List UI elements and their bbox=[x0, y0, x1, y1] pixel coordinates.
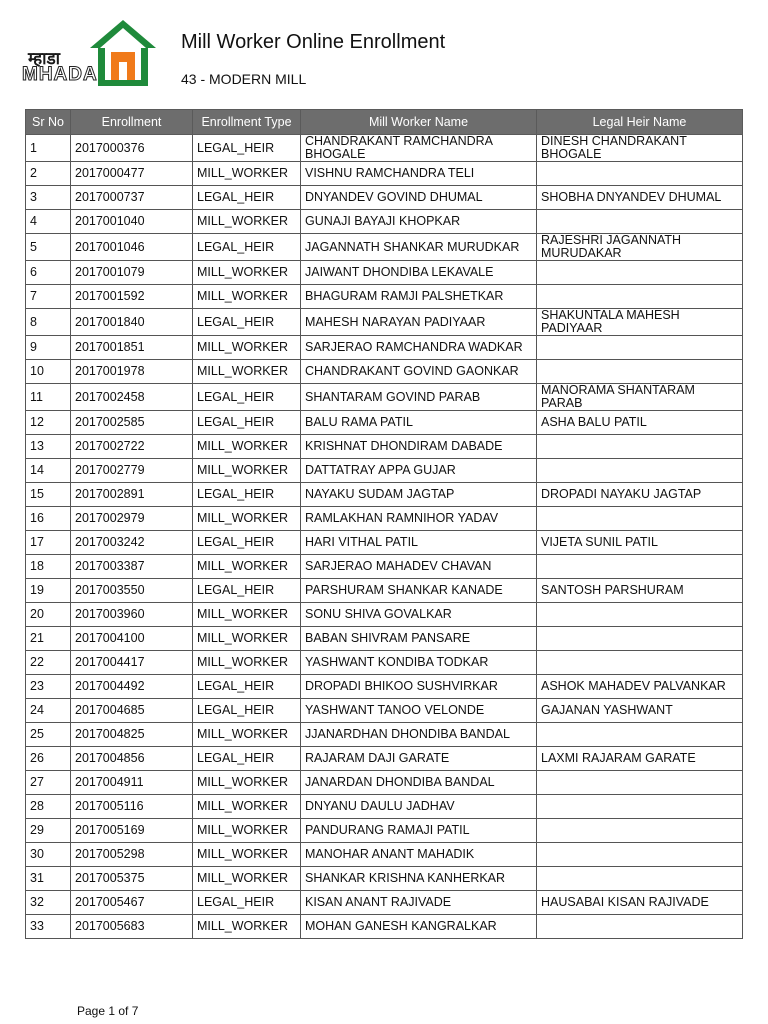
cell-sr-no: 21 bbox=[26, 627, 71, 651]
cell-sr-no: 11 bbox=[26, 384, 71, 411]
cell-enrollment-type: MILL_WORKER bbox=[193, 336, 301, 360]
cell-enrollment-type: MILL_WORKER bbox=[193, 915, 301, 939]
cell-legal-heir-name: DINESH CHANDRAKANT BHOGALE bbox=[537, 135, 743, 162]
cell-mill-worker-name: BHAGURAM RAMJI PALSHETKAR bbox=[301, 285, 537, 309]
cell-enrollment-type: LEGAL_HEIR bbox=[193, 891, 301, 915]
cell-enrollment: 2017005298 bbox=[71, 843, 193, 867]
cell-sr-no: 9 bbox=[26, 336, 71, 360]
mill-subtitle: 43 - MODERN MILL bbox=[181, 71, 307, 87]
cell-enrollment: 2017004492 bbox=[71, 675, 193, 699]
cell-enrollment-type: LEGAL_HEIR bbox=[193, 747, 301, 771]
header-legal-heir-name: Legal Heir Name bbox=[537, 110, 743, 135]
cell-enrollment-type: LEGAL_HEIR bbox=[193, 675, 301, 699]
cell-mill-worker-name: CHANDRAKANT GOVIND GAONKAR bbox=[301, 360, 537, 384]
logo-wordmark: MHADA bbox=[22, 64, 98, 85]
cell-legal-heir-name bbox=[537, 819, 743, 843]
table-row bbox=[26, 723, 743, 747]
cell-enrollment: 2017004856 bbox=[71, 747, 193, 771]
cell-sr-no: 7 bbox=[26, 285, 71, 309]
page-number: Page 1 of 7 bbox=[77, 1004, 139, 1018]
cell-legal-heir-name bbox=[537, 723, 743, 747]
cell-legal-heir-name bbox=[537, 771, 743, 795]
cell-mill-worker-name: YASHWANT TANOO VELONDE bbox=[301, 699, 537, 723]
cell-sr-no: 29 bbox=[26, 819, 71, 843]
cell-enrollment-type: MILL_WORKER bbox=[193, 162, 301, 186]
cell-sr-no: 33 bbox=[26, 915, 71, 939]
table-row bbox=[26, 483, 743, 507]
cell-enrollment-type: MILL_WORKER bbox=[193, 459, 301, 483]
cell-enrollment: 2017003960 bbox=[71, 603, 193, 627]
cell-legal-heir-name: DROPADI NAYAKU JAGTAP bbox=[537, 483, 743, 507]
header-enrollment: Enrollment bbox=[71, 110, 193, 135]
cell-enrollment-type: LEGAL_HEIR bbox=[193, 234, 301, 261]
cell-sr-no: 14 bbox=[26, 459, 71, 483]
cell-mill-worker-name: NAYAKU SUDAM JAGTAP bbox=[301, 483, 537, 507]
cell-mill-worker-name: KRISHNAT DHONDIRAM DABADE bbox=[301, 435, 537, 459]
cell-mill-worker-name: JAGANNATH SHANKAR MURUDKAR bbox=[301, 234, 537, 261]
cell-mill-worker-name: PARSHURAM SHANKAR KANADE bbox=[301, 579, 537, 603]
cell-enrollment-type: MILL_WORKER bbox=[193, 507, 301, 531]
table-row bbox=[26, 435, 743, 459]
cell-mill-worker-name: DROPADI BHIKOO SUSHVIRKAR bbox=[301, 675, 537, 699]
cell-sr-no: 23 bbox=[26, 675, 71, 699]
table-row bbox=[26, 747, 743, 771]
cell-legal-heir-name bbox=[537, 210, 743, 234]
cell-enrollment-type: MILL_WORKER bbox=[193, 771, 301, 795]
cell-mill-worker-name: VISHNU RAMCHANDRA TELI bbox=[301, 162, 537, 186]
cell-mill-worker-name: BABAN SHIVRAM PANSARE bbox=[301, 627, 537, 651]
mhada-logo bbox=[22, 18, 160, 88]
cell-enrollment: 2017002979 bbox=[71, 507, 193, 531]
cell-enrollment-type: MILL_WORKER bbox=[193, 285, 301, 309]
cell-enrollment-type: LEGAL_HEIR bbox=[193, 531, 301, 555]
cell-enrollment-type: LEGAL_HEIR bbox=[193, 135, 301, 162]
table-row bbox=[26, 459, 743, 483]
cell-enrollment: 2017003387 bbox=[71, 555, 193, 579]
table-row bbox=[26, 555, 743, 579]
cell-enrollment: 2017005116 bbox=[71, 795, 193, 819]
cell-sr-no: 10 bbox=[26, 360, 71, 384]
table-row bbox=[26, 285, 743, 309]
cell-legal-heir-name bbox=[537, 285, 743, 309]
cell-legal-heir-name bbox=[537, 603, 743, 627]
cell-enrollment-type: MILL_WORKER bbox=[193, 435, 301, 459]
cell-enrollment-type: LEGAL_HEIR bbox=[193, 186, 301, 210]
table-row bbox=[26, 627, 743, 651]
cell-enrollment: 2017001040 bbox=[71, 210, 193, 234]
cell-enrollment: 2017001592 bbox=[71, 285, 193, 309]
cell-legal-heir-name bbox=[537, 627, 743, 651]
table-row bbox=[26, 162, 743, 186]
cell-legal-heir-name: SANTOSH PARSHURAM bbox=[537, 579, 743, 603]
cell-enrollment-type: MILL_WORKER bbox=[193, 723, 301, 747]
cell-sr-no: 12 bbox=[26, 411, 71, 435]
cell-legal-heir-name: SHAKUNTALA MAHESH PADIYAAR bbox=[537, 309, 743, 336]
table-row bbox=[26, 579, 743, 603]
cell-mill-worker-name: JJANARDHAN DHONDIBA BANDAL bbox=[301, 723, 537, 747]
cell-enrollment: 2017004911 bbox=[71, 771, 193, 795]
cell-legal-heir-name bbox=[537, 915, 743, 939]
cell-enrollment-type: LEGAL_HEIR bbox=[193, 384, 301, 411]
cell-enrollment-type: MILL_WORKER bbox=[193, 819, 301, 843]
cell-mill-worker-name: CHANDRAKANT RAMCHANDRA BHOGALE bbox=[301, 135, 537, 162]
cell-mill-worker-name: MOHAN GANESH KANGRALKAR bbox=[301, 915, 537, 939]
cell-sr-no: 24 bbox=[26, 699, 71, 723]
house-icon bbox=[86, 18, 160, 88]
table-row bbox=[26, 384, 743, 411]
cell-enrollment: 2017001046 bbox=[71, 234, 193, 261]
table-row bbox=[26, 411, 743, 435]
cell-mill-worker-name: PANDURANG RAMAJI PATIL bbox=[301, 819, 537, 843]
cell-sr-no: 27 bbox=[26, 771, 71, 795]
cell-mill-worker-name: JANARDAN DHONDIBA BANDAL bbox=[301, 771, 537, 795]
cell-enrollment-type: LEGAL_HEIR bbox=[193, 309, 301, 336]
table-row bbox=[26, 234, 743, 261]
cell-enrollment: 2017000477 bbox=[71, 162, 193, 186]
table-row bbox=[26, 507, 743, 531]
logo-devanagari-text: म्हाडा bbox=[28, 49, 61, 69]
cell-enrollment: 2017005169 bbox=[71, 819, 193, 843]
cell-mill-worker-name: SHANKAR KRISHNA KANHERKAR bbox=[301, 867, 537, 891]
cell-mill-worker-name: SHANTARAM GOVIND PARAB bbox=[301, 384, 537, 411]
cell-sr-no: 20 bbox=[26, 603, 71, 627]
cell-enrollment: 2017005375 bbox=[71, 867, 193, 891]
cell-mill-worker-name: RAJARAM DAJI GARATE bbox=[301, 747, 537, 771]
cell-enrollment-type: LEGAL_HEIR bbox=[193, 699, 301, 723]
cell-sr-no: 19 bbox=[26, 579, 71, 603]
table-row bbox=[26, 309, 743, 336]
cell-mill-worker-name: SARJERAO MAHADEV CHAVAN bbox=[301, 555, 537, 579]
cell-sr-no: 30 bbox=[26, 843, 71, 867]
cell-enrollment: 2017002779 bbox=[71, 459, 193, 483]
cell-enrollment: 2017004417 bbox=[71, 651, 193, 675]
cell-legal-heir-name: HAUSABAI KISAN RAJIVADE bbox=[537, 891, 743, 915]
table-row bbox=[26, 210, 743, 234]
cell-legal-heir-name: LAXMI RAJARAM GARATE bbox=[537, 747, 743, 771]
enrollment-table bbox=[25, 109, 743, 939]
cell-mill-worker-name: DNYANDEV GOVIND DHUMAL bbox=[301, 186, 537, 210]
cell-legal-heir-name: MANORAMA SHANTARAM PARAB bbox=[537, 384, 743, 411]
cell-enrollment: 2017000737 bbox=[71, 186, 193, 210]
cell-enrollment: 2017001840 bbox=[71, 309, 193, 336]
cell-enrollment: 2017004685 bbox=[71, 699, 193, 723]
cell-mill-worker-name: YASHWANT KONDIBA TODKAR bbox=[301, 651, 537, 675]
cell-enrollment: 2017002722 bbox=[71, 435, 193, 459]
cell-sr-no: 2 bbox=[26, 162, 71, 186]
cell-enrollment-type: MILL_WORKER bbox=[193, 627, 301, 651]
table-row bbox=[26, 360, 743, 384]
cell-enrollment-type: MILL_WORKER bbox=[193, 210, 301, 234]
cell-sr-no: 25 bbox=[26, 723, 71, 747]
cell-sr-no: 22 bbox=[26, 651, 71, 675]
cell-sr-no: 32 bbox=[26, 891, 71, 915]
cell-sr-no: 15 bbox=[26, 483, 71, 507]
cell-enrollment: 2017000376 bbox=[71, 135, 193, 162]
table-row bbox=[26, 531, 743, 555]
header-sr-no: Sr No bbox=[26, 110, 71, 135]
cell-mill-worker-name: DATTATRAY APPA GUJAR bbox=[301, 459, 537, 483]
cell-enrollment: 2017005467 bbox=[71, 891, 193, 915]
cell-legal-heir-name: VIJETA SUNIL PATIL bbox=[537, 531, 743, 555]
cell-mill-worker-name: JAIWANT DHONDIBA LEKAVALE bbox=[301, 261, 537, 285]
cell-enrollment-type: MILL_WORKER bbox=[193, 603, 301, 627]
header-enrollment-type: Enrollment Type bbox=[193, 110, 301, 135]
cell-legal-heir-name bbox=[537, 867, 743, 891]
cell-enrollment-type: LEGAL_HEIR bbox=[193, 483, 301, 507]
cell-enrollment-type: LEGAL_HEIR bbox=[193, 411, 301, 435]
cell-legal-heir-name bbox=[537, 162, 743, 186]
cell-enrollment: 2017004825 bbox=[71, 723, 193, 747]
cell-legal-heir-name bbox=[537, 360, 743, 384]
table-body bbox=[26, 135, 743, 939]
table-row bbox=[26, 699, 743, 723]
cell-legal-heir-name: GAJANAN YASHWANT bbox=[537, 699, 743, 723]
table-header-row bbox=[26, 110, 743, 135]
cell-mill-worker-name: MANOHAR ANANT MAHADIK bbox=[301, 843, 537, 867]
cell-mill-worker-name: DNYANU DAULU JADHAV bbox=[301, 795, 537, 819]
table-row bbox=[26, 675, 743, 699]
cell-legal-heir-name: ASHA BALU PATIL bbox=[537, 411, 743, 435]
cell-mill-worker-name: SONU SHIVA GOVALKAR bbox=[301, 603, 537, 627]
table-row bbox=[26, 795, 743, 819]
cell-sr-no: 4 bbox=[26, 210, 71, 234]
cell-sr-no: 31 bbox=[26, 867, 71, 891]
cell-legal-heir-name bbox=[537, 507, 743, 531]
cell-mill-worker-name: HARI VITHAL PATIL bbox=[301, 531, 537, 555]
cell-mill-worker-name: GUNAJI BAYAJI KHOPKAR bbox=[301, 210, 537, 234]
cell-enrollment: 2017002458 bbox=[71, 384, 193, 411]
table-row bbox=[26, 891, 743, 915]
cell-legal-heir-name bbox=[537, 795, 743, 819]
table-row bbox=[26, 867, 743, 891]
cell-enrollment: 2017004100 bbox=[71, 627, 193, 651]
cell-legal-heir-name: ASHOK MAHADEV PALVANKAR bbox=[537, 675, 743, 699]
cell-sr-no: 5 bbox=[26, 234, 71, 261]
cell-mill-worker-name: SARJERAO RAMCHANDRA WADKAR bbox=[301, 336, 537, 360]
cell-sr-no: 26 bbox=[26, 747, 71, 771]
cell-enrollment-type: MILL_WORKER bbox=[193, 261, 301, 285]
cell-enrollment-type: MILL_WORKER bbox=[193, 360, 301, 384]
cell-enrollment: 2017003242 bbox=[71, 531, 193, 555]
cell-mill-worker-name: MAHESH NARAYAN PADIYAAR bbox=[301, 309, 537, 336]
cell-enrollment-type: MILL_WORKER bbox=[193, 843, 301, 867]
cell-enrollment-type: MILL_WORKER bbox=[193, 795, 301, 819]
cell-enrollment-type: MILL_WORKER bbox=[193, 651, 301, 675]
cell-sr-no: 18 bbox=[26, 555, 71, 579]
cell-legal-heir-name bbox=[537, 435, 743, 459]
table-row bbox=[26, 336, 743, 360]
cell-enrollment: 2017003550 bbox=[71, 579, 193, 603]
cell-legal-heir-name bbox=[537, 261, 743, 285]
cell-enrollment-type: MILL_WORKER bbox=[193, 867, 301, 891]
cell-mill-worker-name: BALU RAMA PATIL bbox=[301, 411, 537, 435]
cell-enrollment-type: LEGAL_HEIR bbox=[193, 579, 301, 603]
table-row bbox=[26, 135, 743, 162]
page-title: Mill Worker Online Enrollment bbox=[181, 31, 446, 53]
cell-sr-no: 17 bbox=[26, 531, 71, 555]
cell-enrollment: 2017002585 bbox=[71, 411, 193, 435]
cell-sr-no: 28 bbox=[26, 795, 71, 819]
cell-enrollment: 2017001978 bbox=[71, 360, 193, 384]
table-row bbox=[26, 819, 743, 843]
cell-sr-no: 3 bbox=[26, 186, 71, 210]
table-row bbox=[26, 915, 743, 939]
header-mill-worker-name: Mill Worker Name bbox=[301, 110, 537, 135]
table-row bbox=[26, 843, 743, 867]
cell-legal-heir-name bbox=[537, 843, 743, 867]
cell-enrollment-type: MILL_WORKER bbox=[193, 555, 301, 579]
cell-legal-heir-name bbox=[537, 336, 743, 360]
cell-enrollment: 2017001851 bbox=[71, 336, 193, 360]
cell-legal-heir-name: SHOBHA DNYANDEV DHUMAL bbox=[537, 186, 743, 210]
cell-enrollment: 2017001079 bbox=[71, 261, 193, 285]
cell-legal-heir-name bbox=[537, 555, 743, 579]
table-row bbox=[26, 771, 743, 795]
cell-mill-worker-name: RAMLAKHAN RAMNIHOR YADAV bbox=[301, 507, 537, 531]
cell-legal-heir-name: RAJESHRI JAGANNATH MURUDAKAR bbox=[537, 234, 743, 261]
cell-legal-heir-name bbox=[537, 651, 743, 675]
cell-enrollment: 2017005683 bbox=[71, 915, 193, 939]
table-row bbox=[26, 651, 743, 675]
cell-legal-heir-name bbox=[537, 459, 743, 483]
cell-sr-no: 13 bbox=[26, 435, 71, 459]
cell-enrollment: 2017002891 bbox=[71, 483, 193, 507]
table-row bbox=[26, 186, 743, 210]
table-row bbox=[26, 261, 743, 285]
cell-sr-no: 1 bbox=[26, 135, 71, 162]
table-row bbox=[26, 603, 743, 627]
cell-sr-no: 16 bbox=[26, 507, 71, 531]
cell-mill-worker-name: KISAN ANANT RAJIVADE bbox=[301, 891, 537, 915]
cell-sr-no: 8 bbox=[26, 309, 71, 336]
cell-sr-no: 6 bbox=[26, 261, 71, 285]
